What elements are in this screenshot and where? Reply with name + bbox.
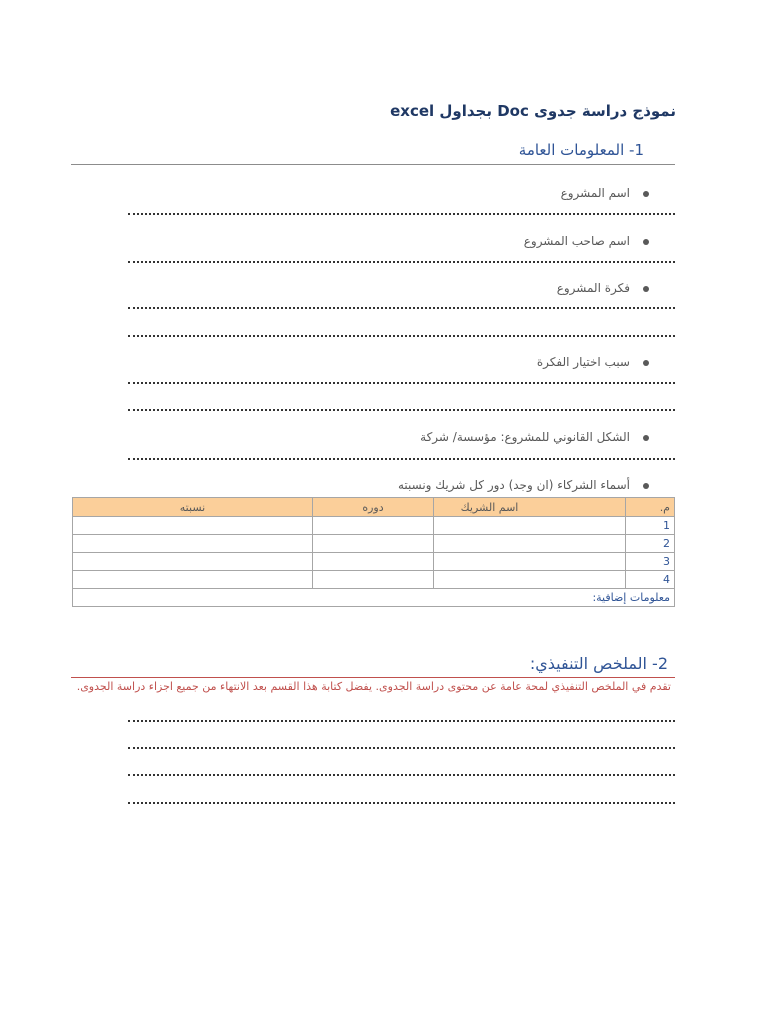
cell-share[interactable] xyxy=(73,553,313,571)
header-partner-name-label: اسم الشريك xyxy=(460,500,519,514)
fill-line[interactable] xyxy=(128,458,675,460)
table-row xyxy=(73,553,675,571)
field-label-project-idea: فكرة المشروع xyxy=(556,281,630,295)
bullet-icon xyxy=(643,191,649,197)
fill-line[interactable] xyxy=(128,213,675,215)
fill-line[interactable] xyxy=(128,382,675,384)
field-label-partners: أسماء الشركاء (ان وجد) دور كل شريك ونسبته xyxy=(397,478,630,492)
bullet-icon xyxy=(643,239,649,245)
fill-line[interactable] xyxy=(128,747,675,749)
cell-partner-name[interactable] xyxy=(434,553,626,571)
cell-role[interactable] xyxy=(313,553,434,571)
table-row xyxy=(73,571,675,589)
cell-share[interactable] xyxy=(73,517,313,535)
cell-partner-name[interactable] xyxy=(434,571,626,589)
section-heading-executive-summary: 2- الملخص التنفيذي: xyxy=(529,654,668,673)
header-partner-name xyxy=(434,498,626,517)
field-label-project-owner: اسم صاحب المشروع xyxy=(523,234,630,248)
fill-line[interactable] xyxy=(128,307,675,309)
heading-underline xyxy=(71,164,675,165)
table-header-row xyxy=(73,498,675,517)
field-label-project-name: اسم المشروع xyxy=(560,186,630,200)
extra-info-label[interactable]: معلومات إضافية: xyxy=(73,589,675,607)
cell-role[interactable] xyxy=(313,517,434,535)
row-number: 4 xyxy=(626,571,675,589)
bullet-icon xyxy=(643,360,649,366)
fill-line[interactable] xyxy=(128,261,675,263)
header-share: نسبته xyxy=(73,498,313,517)
row-number: 2 xyxy=(626,535,675,553)
fill-line[interactable] xyxy=(128,409,675,411)
bullet-icon xyxy=(643,483,649,489)
fill-line[interactable] xyxy=(128,720,675,722)
document-title: نموذج دراسة جدوى Doc بجداول excel xyxy=(390,102,676,120)
table-extra-row xyxy=(73,589,675,607)
fill-line[interactable] xyxy=(128,802,675,804)
field-label-idea-reason: سبب اختيار الفكرة xyxy=(536,355,630,369)
fill-line[interactable] xyxy=(128,774,675,776)
cell-role[interactable] xyxy=(313,535,434,553)
table-row xyxy=(73,535,675,553)
field-label-legal-form: الشكل القانوني للمشروع: مؤسسة/ شركة xyxy=(420,430,630,444)
section-heading-general-info: 1- المعلومات العامة xyxy=(518,141,644,159)
row-number: 3 xyxy=(626,553,675,571)
cell-share[interactable] xyxy=(73,535,313,553)
cell-role[interactable] xyxy=(313,571,434,589)
bullet-icon xyxy=(643,286,649,292)
table-row xyxy=(73,517,675,535)
row-number: 1 xyxy=(626,517,675,535)
cell-share[interactable] xyxy=(73,571,313,589)
header-role: دوره xyxy=(313,498,434,517)
cell-partner-name[interactable] xyxy=(434,535,626,553)
fill-line[interactable] xyxy=(128,335,675,337)
instruction-note: تقدم في الملخص التنفيذي لمحة عامة عن محتوى دراسة الجدوى. يفضل كتابة هذا القسم بعد الانتهاء من جميع اجزاء دراسة الجدوى. xyxy=(76,680,671,693)
header-num: م. xyxy=(626,498,675,517)
cell-partner-name[interactable] xyxy=(434,517,626,535)
bullet-icon xyxy=(643,435,649,441)
partners-table xyxy=(72,497,675,607)
